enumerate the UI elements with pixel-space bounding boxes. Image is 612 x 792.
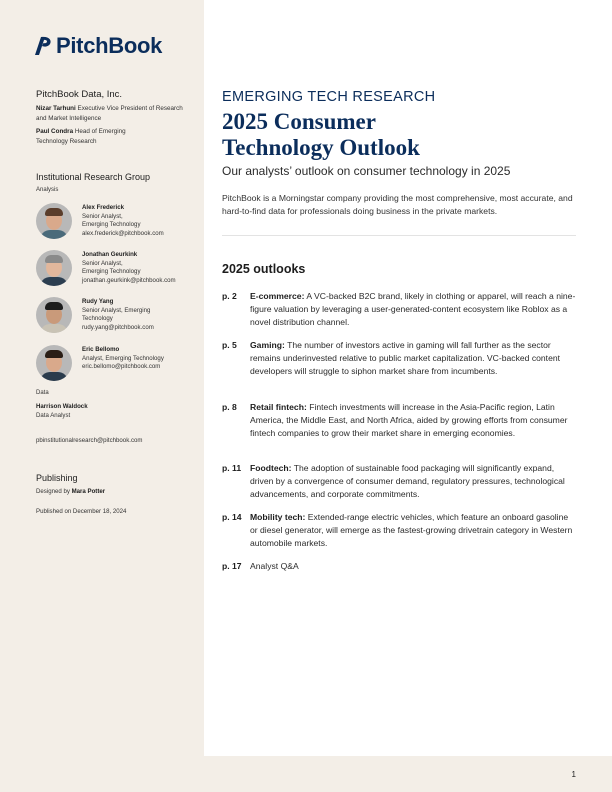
outlook-label: Foodtech:: [250, 463, 292, 473]
analyst-email[interactable]: rudy.yang@pitchbook.com: [82, 323, 154, 331]
outlook-item[interactable]: [222, 560, 580, 573]
exec-name: Nizar Tarhuni: [36, 105, 76, 112]
analyst-name: Alex Frederick: [82, 204, 125, 211]
analyst-title: Senior Analyst, Emerging: [82, 306, 151, 314]
analyst-card: [36, 250, 198, 290]
outlook-text: The adoption of sustainable food packaging will significantly expand, driven by a convergence of consumer demand, regulatory pressures, technological advancements, and corporate commitments.: [250, 463, 565, 499]
page-footer: [0, 756, 612, 792]
divider: [222, 235, 576, 236]
analyst-name: Eric Bellomo: [82, 346, 120, 353]
avatar: [36, 345, 72, 381]
title-line: Technology Outlook: [222, 135, 420, 160]
outlook-text: Analyst Q&A: [250, 561, 299, 571]
data-label: Data: [36, 390, 49, 396]
outlook-page: p. 2: [222, 291, 237, 301]
data-analyst-title: Data Analyst: [36, 411, 71, 419]
designed-by: [36, 488, 196, 497]
analyst-email[interactable]: eric.bellomo@pitchbook.com: [82, 363, 161, 371]
analyst-email[interactable]: alex.frederick@pitchbook.com: [82, 229, 164, 237]
designer-name: Mara Potter: [71, 488, 106, 495]
analyst-card: [36, 297, 198, 337]
title-line: 2025 Consumer: [222, 109, 376, 134]
analyst-card: [36, 203, 198, 243]
analysis-label: Analysis: [36, 187, 59, 193]
exec-title: Executive Vice President of Research and Market Intelligence: [36, 105, 183, 122]
outlook-page: p. 5: [222, 340, 237, 350]
analyst-title: Emerging Technology: [82, 268, 141, 276]
analyst-email[interactable]: jonathan.geurkink@pitchbook.com: [82, 276, 176, 284]
outlook-page: p. 17: [222, 561, 242, 571]
exec-name: Paul Condra: [36, 128, 74, 135]
outlook-page: p. 8: [222, 402, 237, 412]
outlook-item[interactable]: [222, 511, 580, 549]
analyst-name: Rudy Yang: [82, 298, 114, 305]
outlook-text: Fintech investments will increase in the Asia-Pacific region, Latin America, the Middle East, and North Africa, aided by growing efforts from consumer fintech companies to grow their market share in emerging economies.: [250, 402, 568, 438]
outlook-item[interactable]: [222, 339, 580, 377]
analyst-info: [82, 346, 200, 372]
exec-1: [36, 104, 186, 123]
analyst-title: Technology: [82, 315, 113, 323]
analyst-card: [36, 345, 198, 385]
outlook-text: Extended-range electric vehicles, which feature an onboard gasoline or diesel generator, will emerge as the fastest-growing drivetrain category in Western automobile markets.: [250, 512, 573, 548]
outlook-label: E-commerce:: [250, 291, 305, 301]
published-date: Published on December 18, 2024: [36, 508, 127, 515]
avatar: [36, 250, 72, 286]
logo-wordmark: PitchBook: [56, 33, 163, 58]
intro-paragraph: PitchBook is a Morningstar company providing the most comprehensive, most accurate, and hard-to-find data for professionals doing business in the private markets.: [222, 193, 573, 216]
data-analyst: [36, 403, 196, 420]
designed-by-prefix: Designed by: [36, 488, 70, 495]
outlook-item[interactable]: [222, 462, 580, 500]
outlook-text: The number of investors active in gaming will fall further as the sector remains underinvested relative to public market capitalization. VC-backed content developers will struggle to siphon market share from incumbents.: [250, 340, 561, 376]
subtitle: Our analysts’ outlook on consumer technology in 2025: [222, 164, 511, 178]
analyst-title: Senior Analyst,: [82, 259, 123, 267]
publishing-heading: Publishing: [36, 473, 78, 483]
group-heading: Institutional Research Group: [36, 172, 151, 182]
data-analyst-name: Harrison Waldock: [36, 403, 88, 410]
analyst-name: Jonathan Geurkink: [82, 251, 138, 258]
kicker: EMERGING TECH RESEARCH: [222, 89, 436, 105]
exec-title: Head of Emerging Technology Research: [36, 128, 126, 145]
analyst-info: [82, 204, 200, 238]
outlook-text: A VC-backed B2C brand, likely in clothing or apparel, will reach a nine-figure valuation by leveraging a user-generated-content ecosystem like Roblox as a novel distribution channel.: [250, 291, 576, 327]
outlook-item[interactable]: [222, 401, 580, 439]
avatar: [36, 297, 72, 333]
outlook-page: p. 11: [222, 463, 242, 473]
outlook-label: Gaming:: [250, 340, 285, 350]
contact-email[interactable]: pbinstitutionalresearch@pitchbook.com: [36, 437, 143, 444]
outlook-page: p. 14: [222, 512, 242, 522]
analyst-title: Senior Analyst,: [82, 212, 123, 220]
avatar: [36, 203, 72, 239]
analyst-title: Emerging Technology: [82, 221, 141, 229]
page-number: 1: [571, 770, 576, 779]
outlook-item[interactable]: [222, 290, 580, 328]
company-name: PitchBook Data, Inc.: [36, 89, 123, 100]
outlook-label: Retail fintech:: [250, 402, 307, 412]
pitchbook-logo-icon: [32, 35, 54, 57]
outlook-label: Mobility tech:: [250, 512, 306, 522]
analyst-info: [82, 251, 200, 285]
analyst-info: [82, 298, 200, 332]
pitchbook-logo[interactable]: [32, 34, 162, 58]
exec-2: [36, 127, 146, 146]
page-title: [222, 109, 580, 161]
analyst-title: Analyst, Emerging Technology: [82, 354, 164, 362]
outlooks-heading: 2025 outlooks: [222, 262, 306, 276]
